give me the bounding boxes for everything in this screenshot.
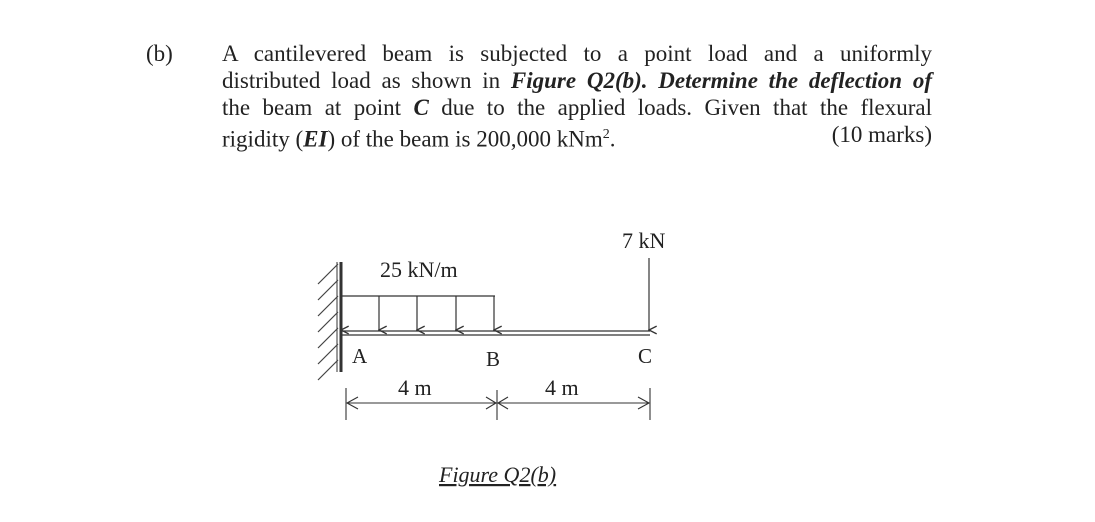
line2-pre: distributed load as shown in <box>222 68 511 93</box>
dimension-bc-label: 4 m <box>545 375 579 400</box>
figure-caption: Figure Q2(b) <box>439 462 557 487</box>
dimension-lines <box>346 388 650 420</box>
question-line-1: A cantilevered beam is subjected to a point load and a uniformly <box>222 41 932 66</box>
marks-label: (10 marks) <box>831 122 932 147</box>
point-c-reference: C <box>413 95 429 120</box>
line4-pre: rigidity ( <box>222 126 304 152</box>
beam <box>341 331 650 335</box>
fixed-support <box>318 262 341 380</box>
point-c-label: C <box>638 344 653 368</box>
line4-post: ) of the beam is 200,000 kNm <box>327 126 603 152</box>
line3-post: due to the applied loads. Given that the flexural <box>428 95 932 120</box>
figure-reference: Figure Q2(b) <box>510 68 642 93</box>
question-label: (b) <box>146 41 173 66</box>
exponent: 2 <box>602 127 610 142</box>
wall-hatching <box>318 264 338 380</box>
point-b-label: B <box>486 347 501 371</box>
udl-load <box>341 296 495 330</box>
point-load-label: 7 kN <box>622 228 666 253</box>
point-a-label: A <box>352 344 368 368</box>
dimension-ab-label: 4 m <box>398 375 432 400</box>
line2-post: . Determine the deflection of <box>641 68 932 93</box>
ei-symbol: EI <box>303 126 328 152</box>
line3-pre: the beam at point <box>222 95 414 120</box>
line4-end: . <box>609 126 616 152</box>
udl-label: 25 kN/m <box>380 257 458 282</box>
